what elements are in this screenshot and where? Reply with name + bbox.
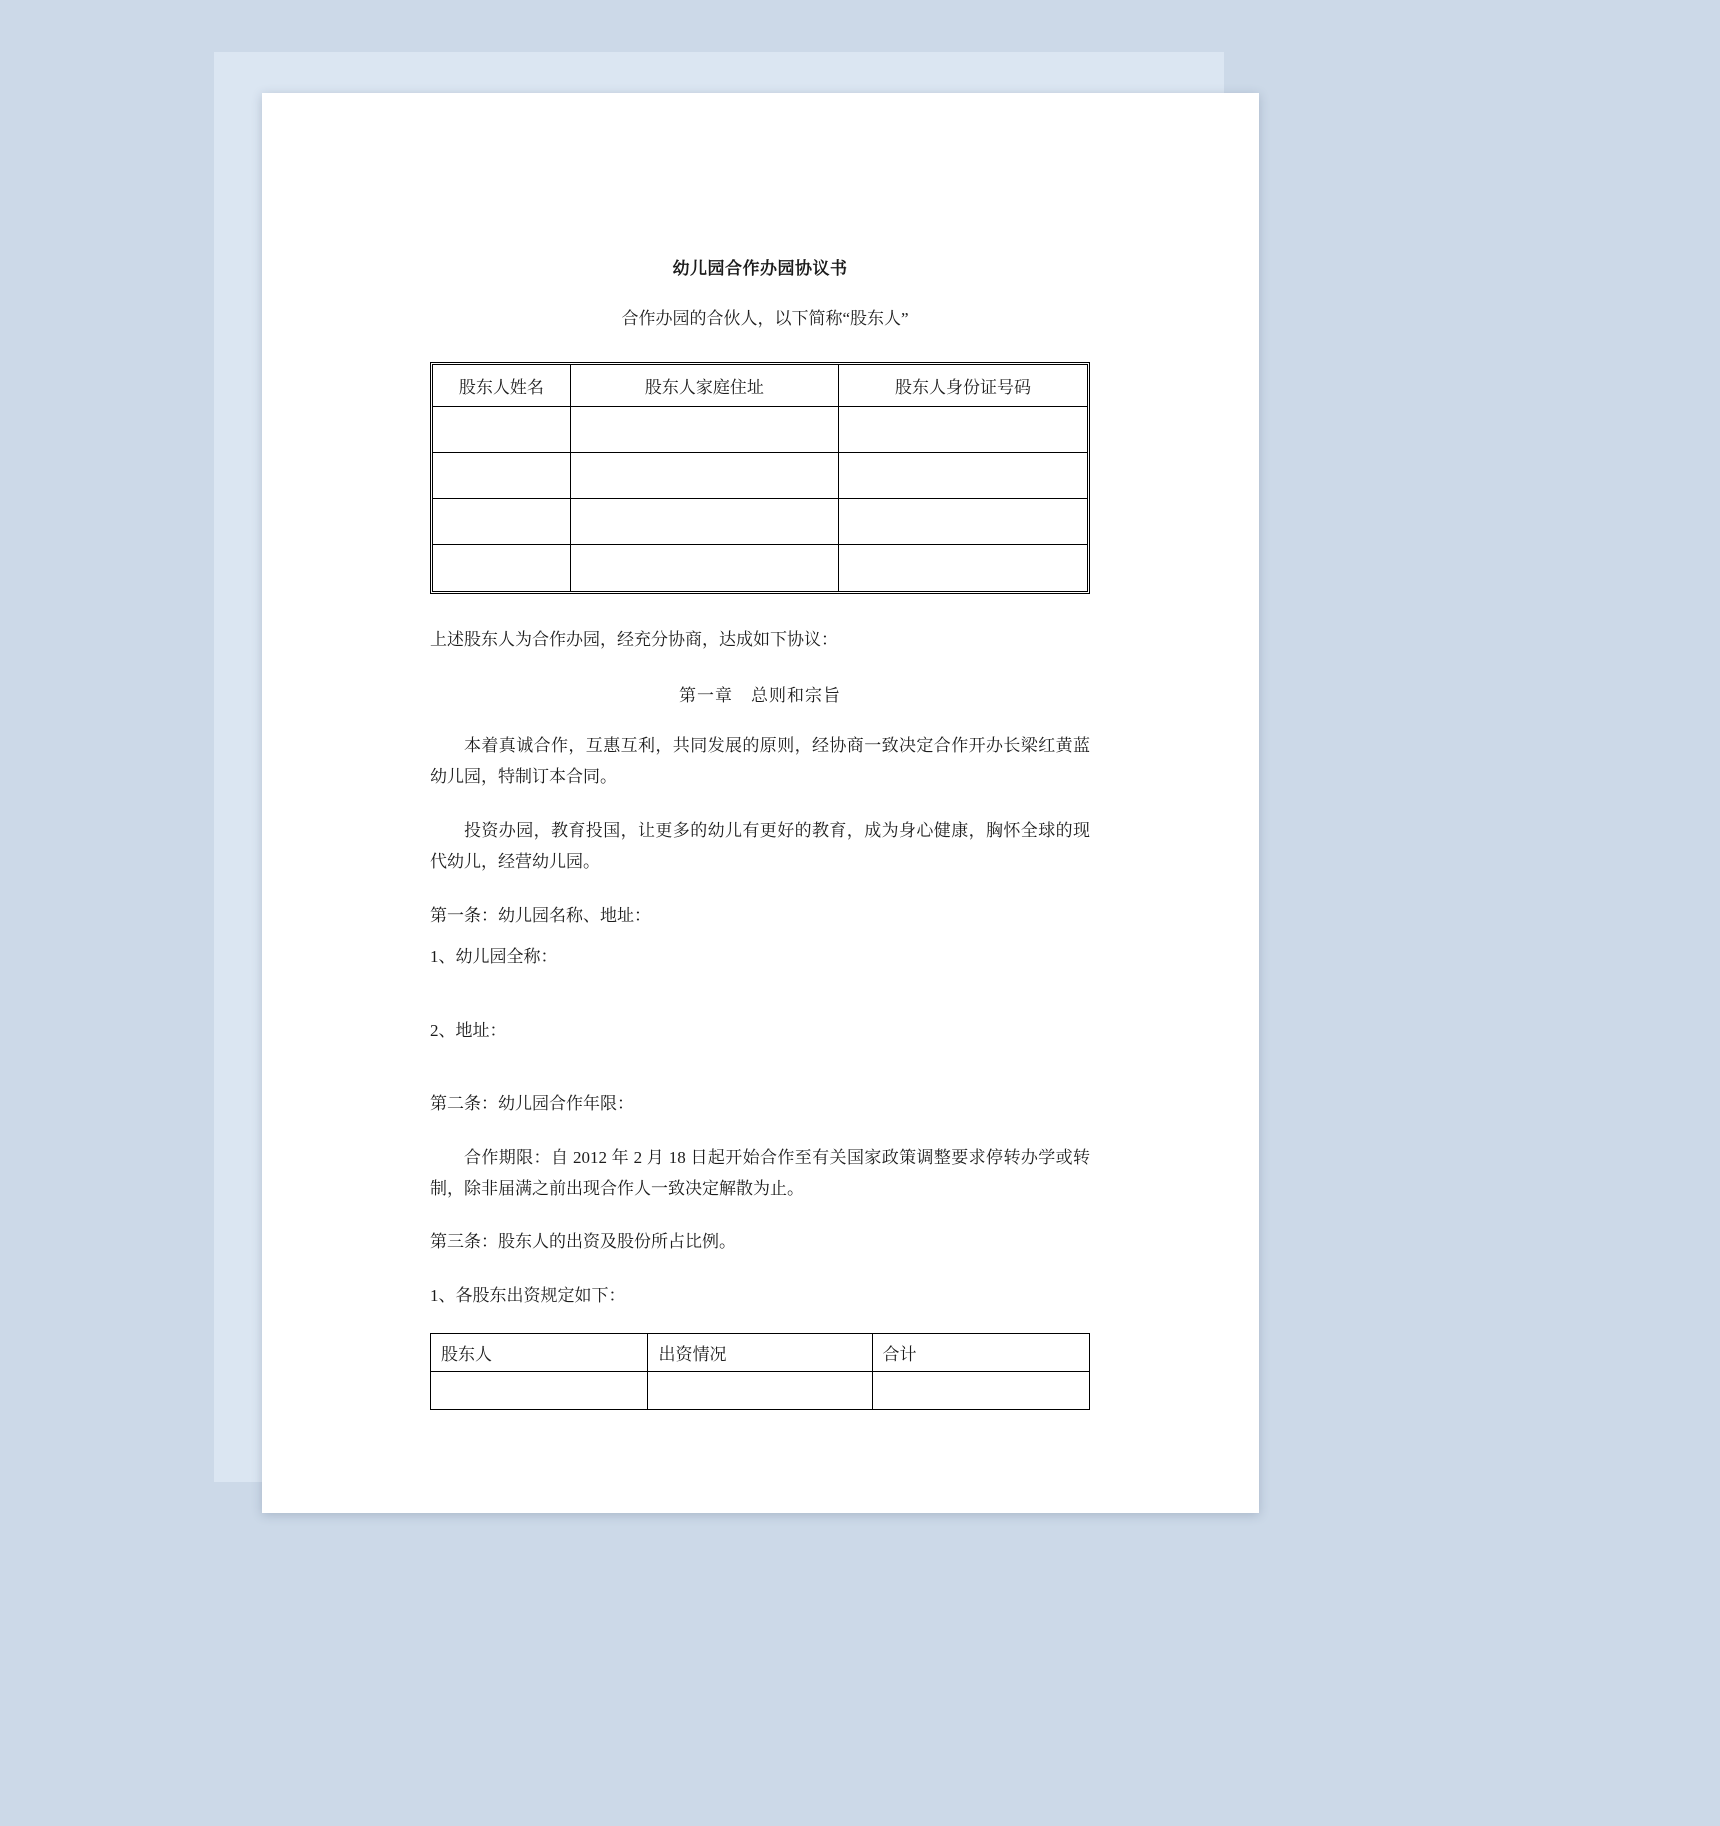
table-header-row — [431, 1334, 1090, 1372]
cell-address[interactable] — [570, 499, 838, 545]
cell-address[interactable] — [570, 407, 838, 453]
cell-name[interactable] — [433, 545, 570, 591]
principle-paragraph: 本着真诚合作，互惠互利，共同发展的原则，经协商一致决定合作开办长梁红黄蓝幼儿园，特制订本合同。 — [430, 736, 1090, 787]
article-one-item-2: 2、地址： — [430, 1020, 507, 1040]
table-row — [433, 499, 1087, 545]
table-row — [433, 453, 1087, 499]
cell-total[interactable] — [872, 1372, 1089, 1410]
table-header-row — [433, 365, 1087, 407]
table-row — [431, 1372, 1090, 1410]
page-content-area — [262, 93, 1259, 1513]
article-one-heading: 第一条：幼儿园名称、地址： — [430, 905, 651, 925]
cell-id-number[interactable] — [838, 453, 1087, 499]
cell-shareholder[interactable] — [431, 1372, 648, 1410]
page-title: 幼儿园合作办园协议书 — [672, 259, 848, 278]
chapter-one-heading: 第一章 总则和宗旨 — [679, 686, 841, 706]
cooperation-term-paragraph: 合作期限：自 2012 年 2 月 18 日起开始合作至有关国家政策调整要求停转办学或转制，除非届满之前出现合作人一致决定解散为止。 — [430, 1147, 1090, 1198]
cell-id-number[interactable] — [838, 545, 1087, 591]
article-three-heading: 第三条：股东人的出资及股份所占比例。 — [430, 1232, 736, 1252]
document-page — [262, 93, 1259, 1513]
document-body — [430, 258, 1090, 1410]
article-one-item-1: 1、幼儿园全称： — [430, 947, 558, 967]
column-header-total: 合计 — [872, 1334, 1089, 1372]
document-subtitle: 合作办园的合伙人，以下简称“股东人” — [621, 309, 909, 329]
table-row — [433, 407, 1087, 453]
cell-contribution[interactable] — [648, 1372, 872, 1410]
cell-id-number[interactable] — [838, 407, 1087, 453]
cell-id-number[interactable] — [838, 499, 1087, 545]
shareholder-table-wrapper — [430, 362, 1090, 594]
column-header-name: 股东人姓名 — [433, 365, 570, 407]
article-two-heading: 第二条：幼儿园合作年限： — [430, 1094, 634, 1114]
shareholder-table — [433, 365, 1087, 591]
article-three-item-1: 1、各股东出资规定如下： — [430, 1285, 626, 1305]
cell-address[interactable] — [570, 545, 838, 591]
cell-name[interactable] — [433, 453, 570, 499]
column-header-id-number: 股东人身份证号码 — [838, 365, 1087, 407]
cell-name[interactable] — [433, 407, 570, 453]
agreement-intro-paragraph: 上述股东人为合作办园，经充分协商，达成如下协议： — [430, 629, 838, 649]
cell-name[interactable] — [433, 499, 570, 545]
column-header-address: 股东人家庭住址 — [570, 365, 838, 407]
contribution-table-wrapper — [430, 1333, 1090, 1410]
investment-paragraph: 投资办园，教育投国，让更多的幼儿有更好的教育，成为身心健康，胸怀全球的现代幼儿，经营幼儿园。 — [430, 820, 1090, 872]
column-header-contribution: 出资情况 — [648, 1334, 872, 1372]
table-row — [433, 545, 1087, 591]
column-header-shareholder: 股东人 — [431, 1334, 648, 1372]
cell-address[interactable] — [570, 453, 838, 499]
contribution-table — [430, 1333, 1090, 1410]
